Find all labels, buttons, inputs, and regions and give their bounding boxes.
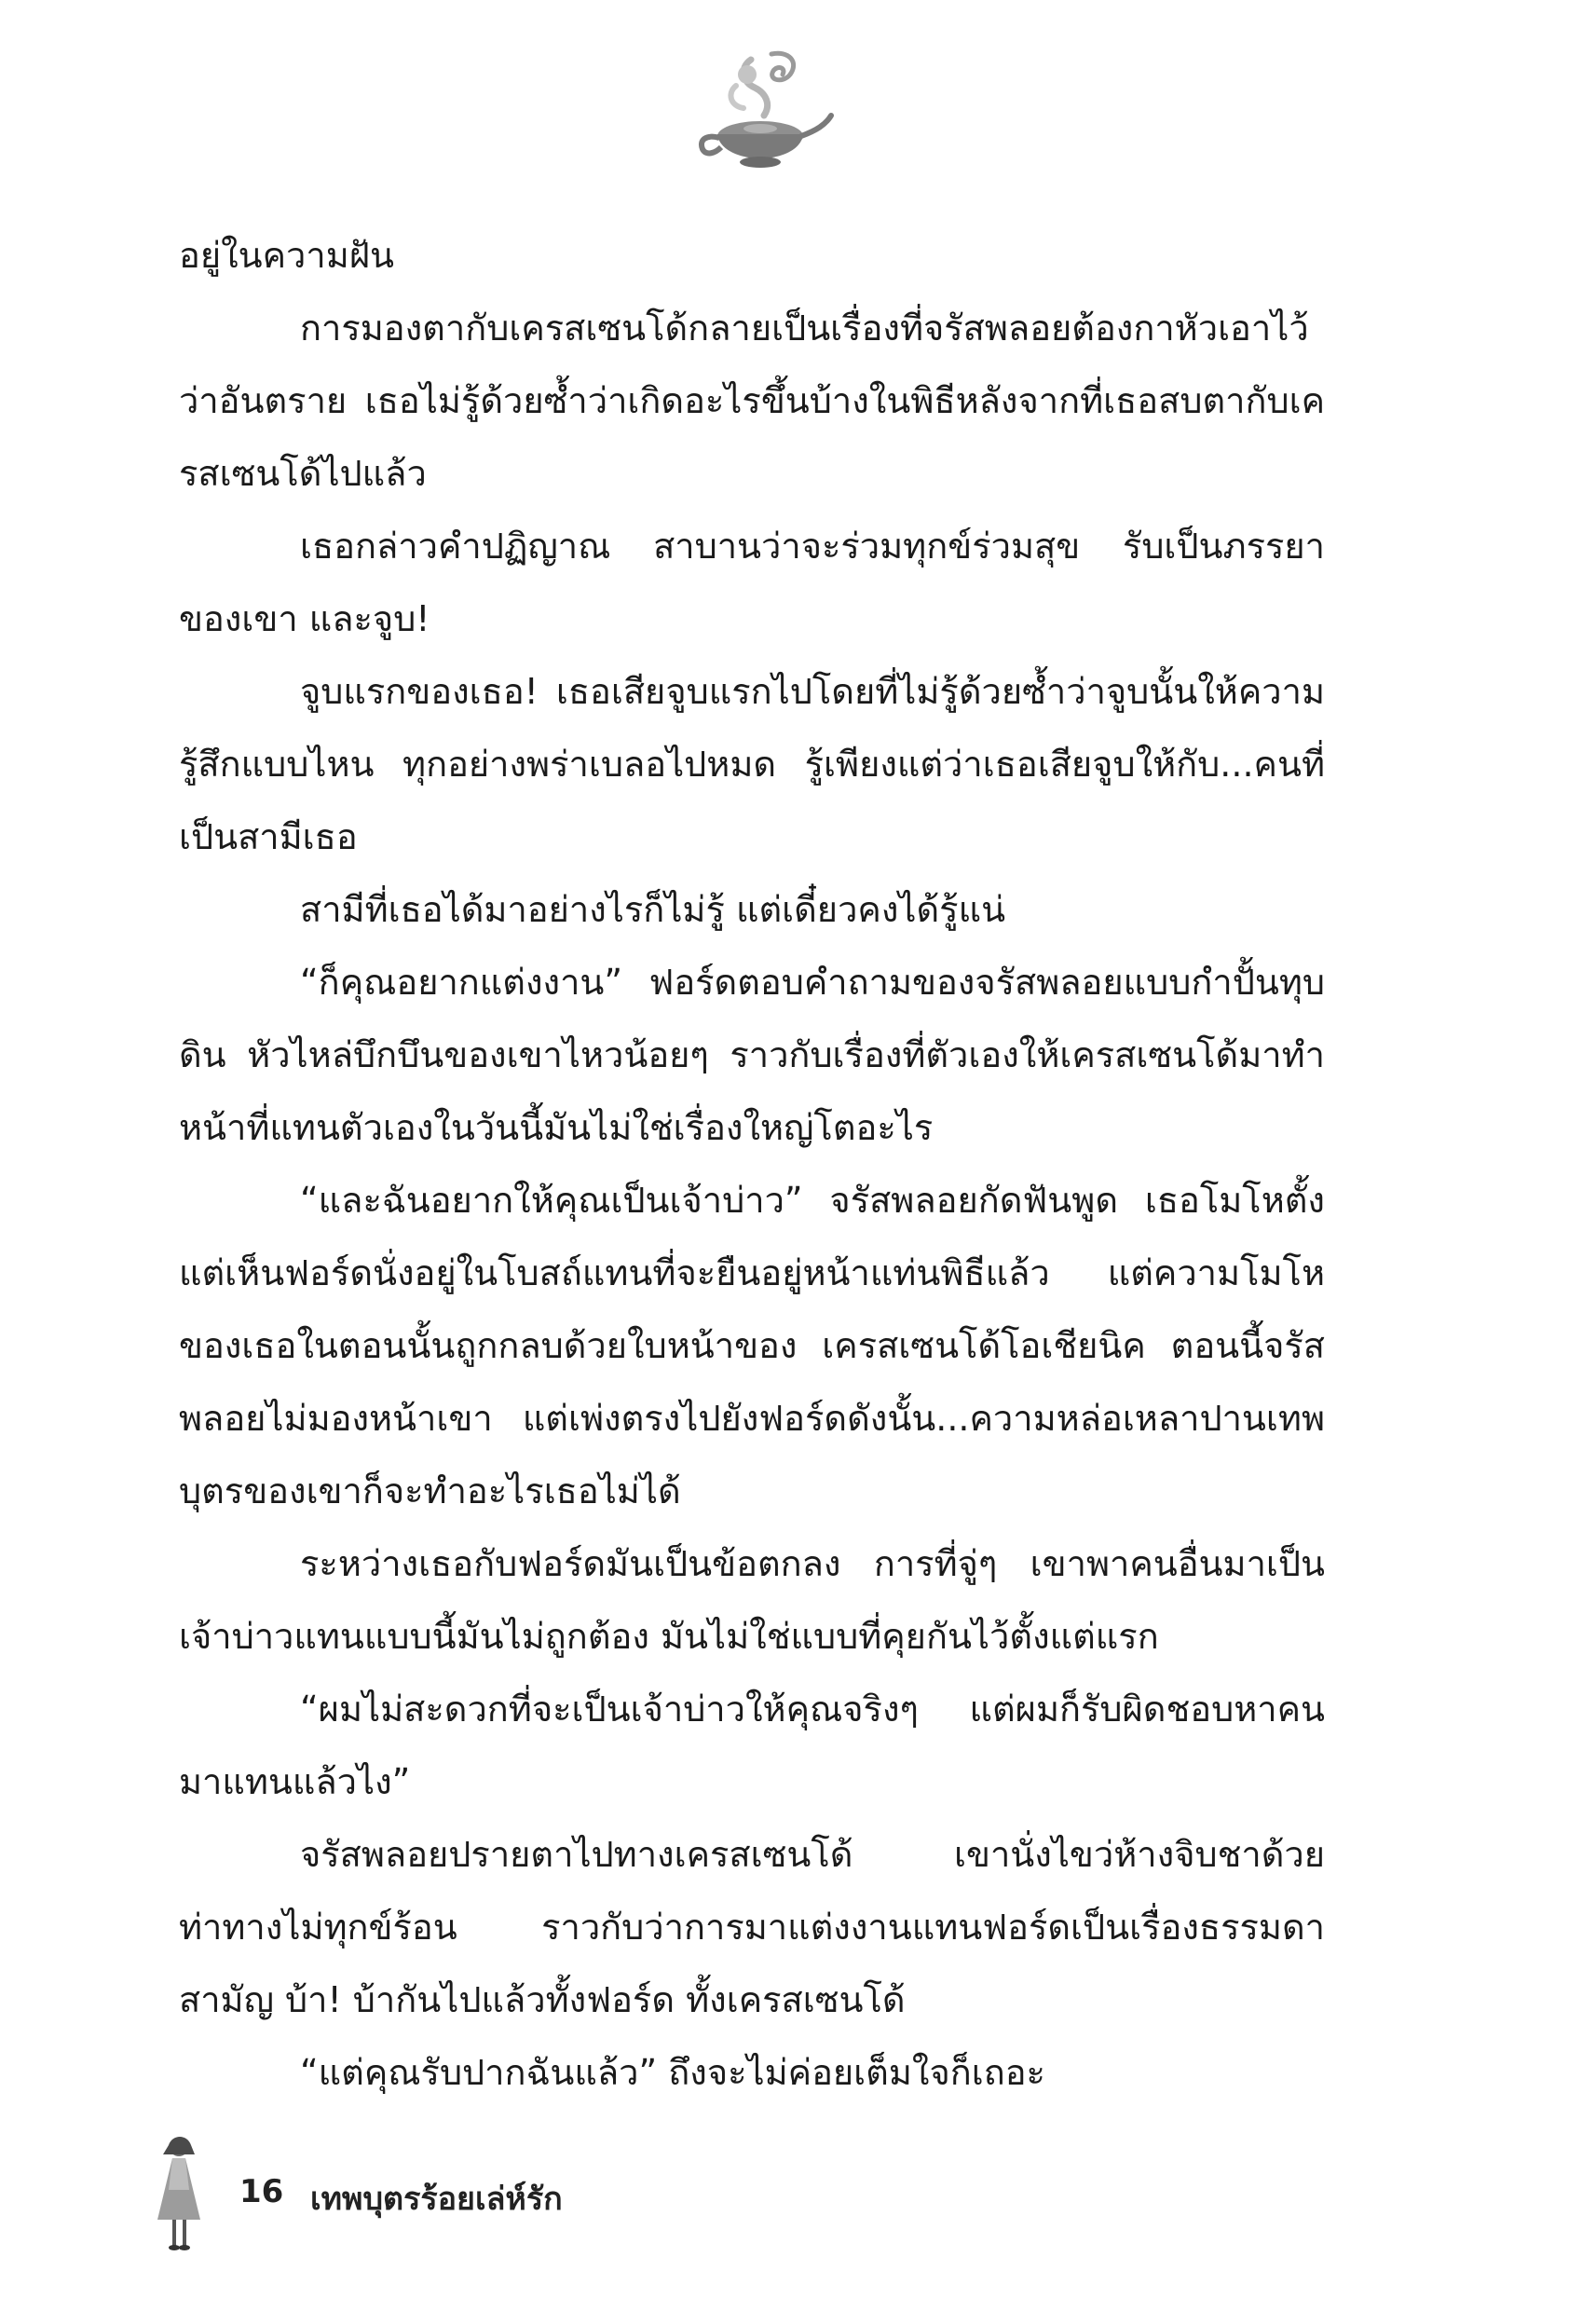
paragraph: การมองตากับเครสเซนโด้กลายเป็นเรื่องที่จรัสพลอยต้องกาหัวเอาไว้ว่าอันตราย เธอไม่รู้ด้วยซ้ำว่าเกิดอะไรขึ้นบ้างในพิธีหลังจากที่เธอสบตากับเครสเซนโด้ไปแล้ว xyxy=(179,308,1325,494)
paragraph: จรัสพลอยปรายตาไปทางเครสเซนโด้ เขานั่งไขว่ห้างจิบชาด้วยท่าทางไม่ทุกข์ร้อน ราวกับว่าการมาแต่งงานแทนฟอร์ดเป็นเรื่องธรรมดาสามัญ บ้า! บ้ากันไปแล้วทั้งฟอร์ด ทั้งเครสเซนโด้ xyxy=(179,1834,1325,2020)
book-title: เทพบุตรร้อยเล่ห์รัก xyxy=(310,2181,563,2218)
body-text xyxy=(179,219,1325,2109)
page-number: 16 xyxy=(239,2173,284,2210)
paragraph: สามีที่เธอได้มาอย่างไรก็ไม่รู้ แต่เดี๋ยวคงได้รู้แน่ xyxy=(300,889,1006,930)
paragraph: จูบแรกของเธอ! เธอเสียจูบแรกไปโดยที่ไม่รู้ด้วยซ้ำว่าจูบนั้นให้ความรู้สึกแบบไหน ทุกอย่างพร่าเบลอไปหมด รู้เพียงแต่ว่าเธอเสียจูบให้กับ...คนที่เป็นสามีเธอ xyxy=(179,671,1325,857)
paragraph: อยู่ในความฝัน xyxy=(179,235,395,276)
paragraph: “แต่คุณรับปากฉันแล้ว” ถึงจะไม่ค่อยเต็มใจก็เถอะ xyxy=(300,2052,1045,2093)
page-footer xyxy=(154,2134,713,2264)
paragraph: ระหว่างเธอกับฟอร์ดมันเป็นข้อตกลง การที่จู่ๆ เขาพาคนอื่นมาเป็นเจ้าบ่าวแทนแบบนี้มันไม่ถูกต้อง มันไม่ใช่แบบที่คุยกันไว้ตั้งแต่แรก xyxy=(179,1543,1325,1657)
paragraph: เธอกล่าวคำปฏิญาณ สาบานว่าจะร่วมทุกข์ร่วมสุข รับเป็นภรรยาของเขา และจูบ! xyxy=(179,526,1325,639)
paragraph: “และฉันอยากให้คุณเป็นเจ้าบ่าว” จรัสพลอยกัดฟันพูด เธอโมโหตั้งแต่เห็นฟอร์ดนั่งอยู่ในโบสถ์แทนที่จะยืนอยู่หน้าแท่นพิธีแล้ว แต่ความโมโหของเธอในตอนนั้นถูกกลบด้วยใบหน้าของ เครสเซนโด้โอเชียนิค ตอนนี้จรัสพลอยไม่มองหน้าเขา แต่เพ่งตรงไปยังฟอร์ดดังนั้น...ความหล่อเหลาปานเทพบุตรของเขาก็จะทำอะไรเธอไม่ได้ xyxy=(179,1180,1325,1511)
genie-lamp-icon xyxy=(686,47,835,172)
girl-figure-icon xyxy=(154,2134,204,2255)
paragraph: “ผมไม่สะดวกที่จะเป็นเจ้าบ่าวให้คุณจริงๆ แต่ผมก็รับผิดชอบหาคนมาแทนแล้วไง” xyxy=(179,1689,1325,1802)
paragraph: “ก็คุณอยากแต่งงาน” ฟอร์ดตอบคำถามของจรัสพลอยแบบกำปั้นทุบดิน หัวไหล่บึกบึนของเขาไหวน้อยๆ ราวกับเรื่องที่ตัวเองให้เครสเซนโด้มาทำหน้าที่แทนตัวเองในวันนี้มันไม่ใช่เรื่องใหญ่โตอะไร xyxy=(179,962,1325,1148)
